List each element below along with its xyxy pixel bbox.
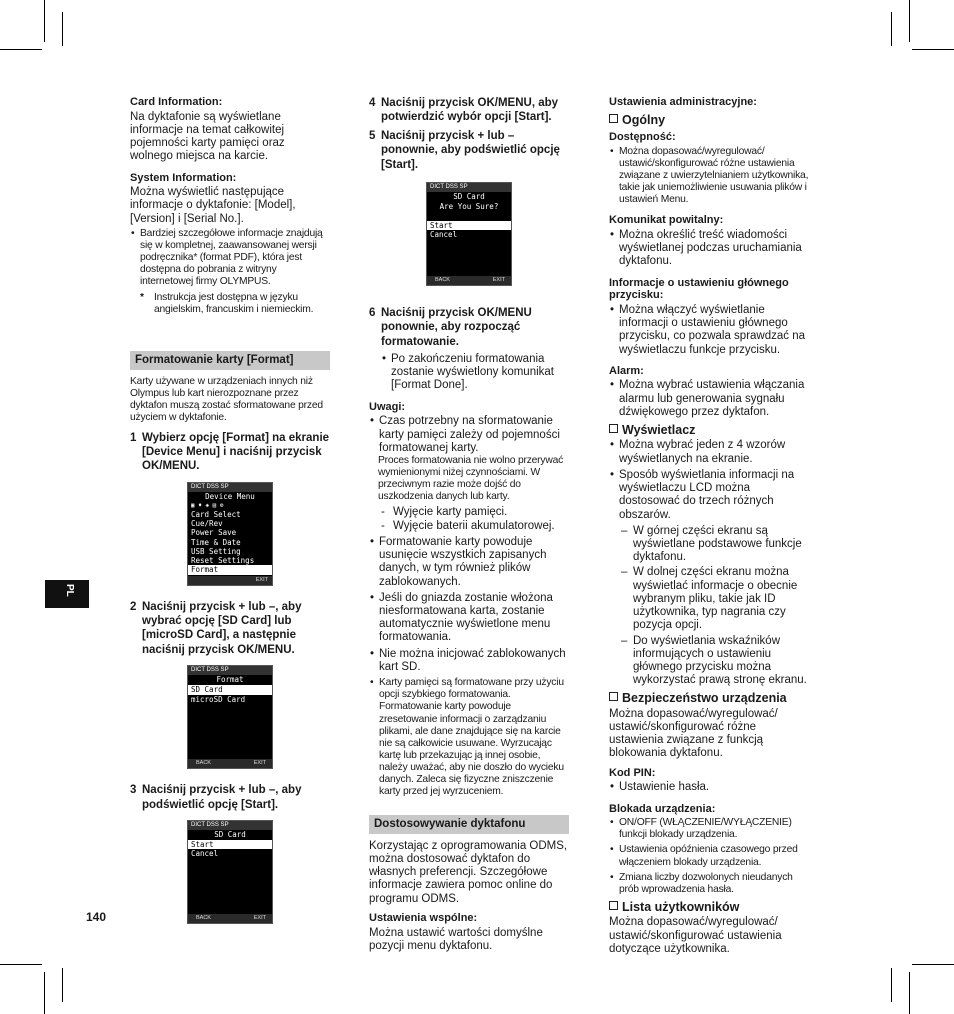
- note-4: • Nie można inicjować zablokowanych kart SD.: [369, 648, 569, 674]
- system-info-text: Można wyświetlić następujące informacje o dyktafonie: [Model], [Version] i [Serial No.].: [130, 186, 296, 225]
- common-settings-text: Można ustawić wartości domyślne pozycji menu dyktafonu.: [369, 926, 543, 952]
- security-heading: Bezpieczeństwo urządzenia: [609, 691, 809, 705]
- note-1-item: - Wyjęcie karty pamięci.: [369, 506, 569, 519]
- lock-bullet: • Ustawienia opóźnienia czasowego przed włączeniem blokady urządzenia.: [609, 844, 809, 868]
- crop-mark: [0, 49, 42, 50]
- menu-item[interactable]: microSD Card: [191, 694, 246, 704]
- notes-heading: Uwagi:: [369, 400, 406, 413]
- admin-heading: Ustawienia administracyjne:: [609, 96, 757, 108]
- user-list-heading: Lista użytkowników: [609, 900, 809, 914]
- lock-heading: Blokada urządzenia:: [609, 802, 716, 815]
- format-screen: DICT DSS SP Format SD Card microSD Card BACK EXIT: [187, 665, 273, 769]
- crop-mark: [44, 972, 45, 1014]
- crop-mark: [891, 12, 892, 46]
- pin-bullet: • Ustawienie hasła.: [609, 781, 809, 794]
- display-item: – W dolnej części ekranu można wyświetlać informacje o obecnie wybranym pliku, takie jak ID użytkownika, typ nagrania czy pozycja opcji.: [609, 566, 809, 632]
- menu-item[interactable]: USB Setting: [191, 546, 241, 556]
- menu-item[interactable]: Cancel: [191, 849, 219, 859]
- alarm-heading: Alarm:: [609, 364, 644, 377]
- note-2: • Formatowanie karty powoduje usunięcie wszystkich zapisanych danych, w tym również plików zablokowanych.: [369, 536, 569, 589]
- access-bullet: • Można dopasować/wyregulować/ ustawić/skonfigurować różne ustawienia związane z uwierzytelnianiem użytkownika, takie jak uniemożliwienie usuwania plików i ustawień Menu.: [609, 146, 809, 207]
- menu-item[interactable]: Cancel: [430, 230, 458, 240]
- user-list-text: Można dopasować/wyregulować/ ustawić/skonfigurować ustawienia dotyczące użytkownika.: [609, 916, 782, 955]
- note-1: • Czas potrzebny na sformatowanie karty pamięci zależy od pojemności formatowanej karty.: [369, 415, 569, 455]
- device-menu-screen: DICT DSS SP Device Menu ▣ ♦ ◈ ▤ ⚙ Card Select Cue/Rev Power Save Time & Date USB Setting Reset Settings Format EXIT: [187, 482, 273, 586]
- customize-text: Korzystając z oprogramowania ODMS, można dostosować dyktafon do własnych preferencji. Szczegółowe informacje zawiera pomoc online do programu ODMS.: [369, 839, 568, 905]
- display-heading: Wyświetlacz: [609, 423, 809, 437]
- welcome-heading: Komunikat powitalny:: [609, 214, 724, 227]
- note-3: • Jeśli do gniazda zostanie włożona niesformatowana karta, zostanie automatycznie wyświetlone menu formatowania.: [369, 592, 569, 645]
- menu-item[interactable]: Time & Date: [191, 537, 241, 547]
- display-bullet: • Można wybrać jeden z 4 wzorów wyświetlanych na ekranie.: [609, 439, 809, 465]
- step-6-bullet: • Po zakończeniu formatowania zostanie wyświetlony komunikat [Format Done].: [381, 353, 569, 393]
- common-settings-heading: Ustawienia wspólne:: [369, 911, 478, 924]
- card-info-text: Na dyktafonie są wyświetlane informacje na temat całkowitej pojemności karty pamięci oraz wolnego miejsca na karcie.: [130, 110, 285, 163]
- crop-mark: [909, 972, 910, 1014]
- step-2: 2 Naciśnij przycisk + lub –, aby wybrać opcję [SD Card] lub [microSD Card], a następnie naciśnij przycisk OK/MENU.: [130, 600, 302, 656]
- step-1: 1 Wybierz opcję [Format] na ekranie [Device Menu] i naciśnij przycisk OK/MENU.: [130, 431, 330, 473]
- step-5: 5 Naciśnij przycisk + lub – ponownie, aby podświetlić opcję [Start].: [369, 129, 560, 171]
- crop-mark: [912, 964, 954, 965]
- menu-item-selected[interactable]: Format: [188, 565, 272, 574]
- system-info-heading: System Information:: [130, 171, 237, 184]
- page-number: 140: [86, 910, 107, 924]
- menu-item[interactable]: Cue/Rev: [191, 519, 223, 528]
- crop-mark: [912, 49, 954, 50]
- crop-mark: [891, 968, 892, 1002]
- system-info-note: * Instrukcja jest dostępna w języku angielskim, francuskim i niemieckim.: [130, 292, 330, 316]
- card-info-heading: Card Information:: [130, 96, 223, 108]
- menu-item[interactable]: Power Save: [191, 528, 237, 538]
- home-button-heading: Informacje o ustawieniu głównego przycisku:: [609, 276, 789, 302]
- note-1-detail: Proces formatowania nie wolno przerywać wymienionymi niżej czynnościami. W przeciwnym razie może dojść do uszkodzenia danych lub karty.: [378, 454, 564, 503]
- security-text: Można dopasować/wyregulować/ ustawić/skonfigurować różne ustawienia związane z funkcją blokowania dyktafonu.: [609, 707, 778, 760]
- display-item: – W górnej części ekranu są wyświetlane podstawowe funkcje dyktafonu.: [609, 525, 809, 565]
- display-item: – Do wyświetlania wskaźników informujących o ustawieniu głównego przycisku można wykorzystać prawą stronę ekranu.: [609, 635, 809, 688]
- display-bullet: • Sposób wyświetlania informacji na wyświetlaczu LCD można dostosować do trzech różnych obszarów.: [609, 469, 809, 522]
- crop-mark: [62, 12, 63, 46]
- format-intro: Karty używane w urządzeniach innych niż Olympus lub kart nierozpoznane przez dyktafon muszą zostać sformatowane przed użyciem w dyktafonie.: [130, 376, 323, 424]
- lock-bullet: • ON/OFF (WŁĄCZENIE/WYŁĄCZENIE) funkcji blokady urządzenia.: [609, 817, 809, 841]
- section-customize: Dostosowywanie dyktafonu: [369, 815, 569, 834]
- menu-item[interactable]: Reset Settings: [191, 556, 255, 566]
- crop-mark: [0, 964, 42, 965]
- sd-card-screen: DICT DSS SP SD Card Start Cancel BACK EXIT: [187, 820, 273, 924]
- crop-mark: [44, 0, 45, 42]
- confirm-screen: DICT DSS SP SD Card Are You Sure? Start Cancel BACK EXIT: [426, 182, 512, 286]
- menu-item[interactable]: Card Select: [191, 509, 241, 519]
- step-4: 4 Naciśnij przycisk OK/MENU, aby potwierdzić wybór opcji [Start].: [369, 97, 559, 124]
- alarm-bullet: • Można wybrać ustawienia włączania alarmu lub generowania sygnału dźwiękowego przez dyktafon.: [609, 379, 809, 419]
- access-heading: Dostępność:: [609, 131, 676, 144]
- section-format-card: Formatowanie karty [Format]: [130, 351, 330, 370]
- note-5: • Karty pamięci są formatowane przy użyciu opcji szybkiego formatowania. Formatowanie karty powoduje zresetowanie informacji o zarządzaniu plikami, ale dane znajdujące się na karcie nie są całkowicie usuwane. Wyrzucając kartę lub przekazując ją innej osobie, należy uważać, aby nie doszło do wycieku danych. Zaleca się fizyczne zniszczenie karty przed jej wyrzuceniem.: [369, 677, 569, 798]
- language-tab: PL: [45, 580, 89, 608]
- column-left: [130, 96, 330, 924]
- menu-item-selected[interactable]: SD Card: [188, 685, 272, 694]
- column-right: [609, 96, 809, 962]
- general-heading: Ogólny: [609, 113, 809, 127]
- menu-item-selected[interactable]: Start: [427, 221, 511, 230]
- system-info-bullet: • Bardziej szczegółowe informacje znajdują się w kompletnej, zaawansowanej wersji podręcznika* (format PDF), która jest dostępna do pobrania z witryny internetowej firmy OLYMPUS.: [130, 228, 330, 289]
- column-middle: [369, 96, 569, 959]
- menu-item-selected[interactable]: Start: [188, 840, 272, 849]
- note-1-item: - Wyjęcie baterii akumulatorowej.: [369, 520, 569, 533]
- crop-mark: [909, 0, 910, 42]
- lock-bullet: • Zmiana liczby dozwolonych nieudanych prób wprowadzenia hasła.: [609, 872, 809, 896]
- step-6: 6 Naciśnij przycisk OK/MENU ponownie, aby rozpocząć formatowanie.: [369, 306, 532, 348]
- step-3: 3 Naciśnij przycisk + lub –, aby podświetlić opcję [Start].: [130, 784, 302, 811]
- home-button-bullet: • Można włączyć wyświetlanie informacji o ustawieniu głównego przycisku, co pozwala sprawdzać na wyświetlaczu funkcje przycisku.: [609, 304, 809, 357]
- welcome-bullet: • Można określić treść wiadomości wyświetlanej podczas uruchamiania dyktafonu.: [609, 229, 809, 269]
- pin-heading: Kod PIN:: [609, 766, 656, 779]
- crop-mark: [62, 968, 63, 1002]
